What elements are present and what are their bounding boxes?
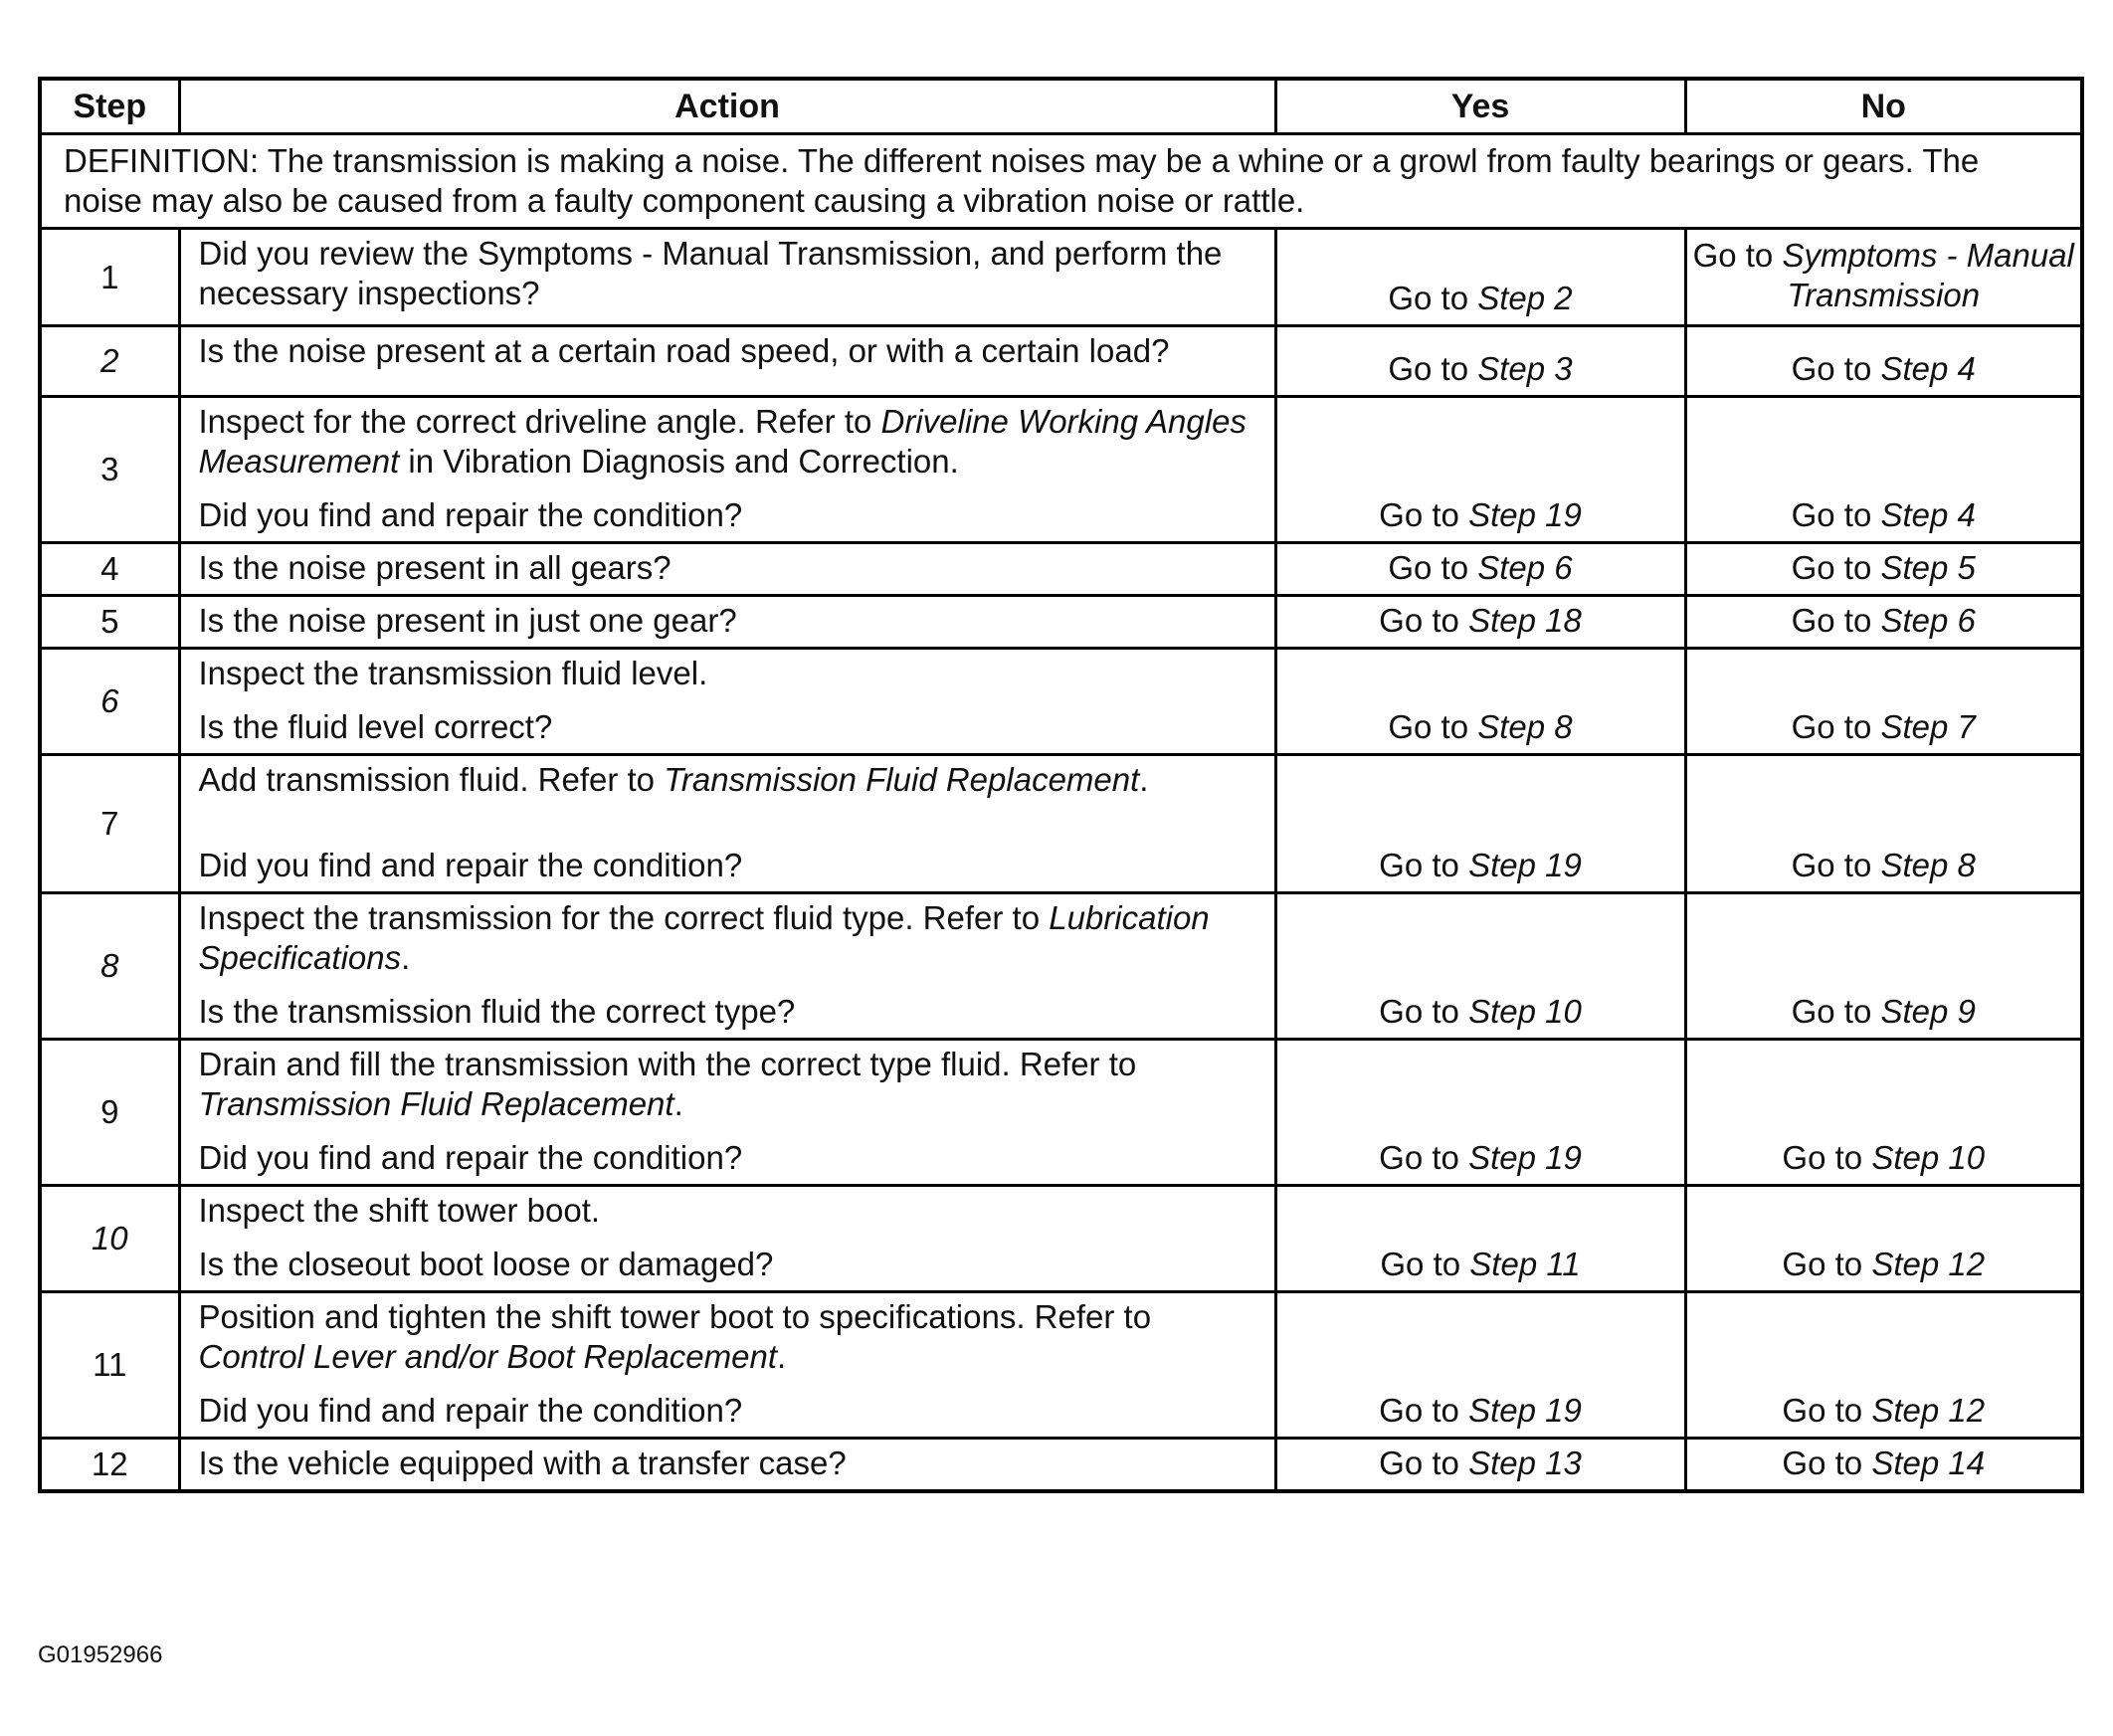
table-row [40, 543, 2082, 596]
action-text-segment: . [401, 939, 411, 976]
yes-target: Step 19 [1468, 1392, 1582, 1429]
figure-id: G01952966 [38, 1641, 163, 1668]
no-result [1685, 397, 2082, 543]
table-row [40, 397, 2082, 543]
yes-prefix: Go to [1379, 1139, 1469, 1176]
yes-result [1275, 1439, 1685, 1492]
action-text-segment: Is the noise present in all gears? [198, 549, 672, 586]
yes-result [1275, 1040, 1685, 1186]
table-row [40, 649, 2082, 755]
no-result [1685, 1186, 2082, 1292]
no-result [1685, 1439, 2082, 1492]
no-prefix: Go to [1791, 602, 1881, 639]
definition-text: DEFINITION: The transmission is making a noise. The different noises may be a whine or a growl from faulty bearings or gears. The noise may also be caused from a faulty component causing a vibration noise or rattle. [40, 134, 2082, 229]
action-text-segment: Is the noise present in just one gear? [198, 602, 737, 639]
step-number: 9 [40, 1040, 179, 1186]
no-target: Step 4 [1880, 350, 1976, 387]
diagnostic-table [38, 77, 2084, 1493]
action-question: Did you find and repair the condition? [198, 496, 743, 533]
action-text [199, 654, 1256, 693]
yes-result [1275, 755, 1685, 893]
header-yes: Yes [1275, 79, 1685, 134]
action-cell [179, 397, 1275, 543]
action-question: Is the fluid level correct? [198, 708, 553, 745]
action-text [199, 1045, 1256, 1124]
header-row [40, 79, 2082, 134]
no-target: Step 12 [1871, 1392, 1986, 1429]
action-question: Did you find and repair the condition? [198, 847, 743, 883]
action-text-segment: Inspect the transmission for the correct fluid type. Refer to [198, 899, 1050, 936]
no-prefix: Go to [1791, 350, 1881, 387]
no-target: Symptoms - Manual Transmission [1782, 237, 2074, 313]
action-text-segment: Inspect for the correct driveline angle. Refer to [198, 403, 881, 440]
step-number: 12 [40, 1439, 179, 1492]
no-result [1685, 649, 2082, 755]
header-no: No [1685, 79, 2082, 134]
no-target: Step 12 [1871, 1246, 1986, 1282]
yes-target: Step 19 [1468, 496, 1582, 533]
action-question: Is the transmission fluid the correct type? [198, 993, 796, 1030]
action-text [199, 1191, 1256, 1231]
no-result [1685, 229, 2082, 326]
no-prefix: Go to [1791, 847, 1881, 883]
no-result [1685, 326, 2082, 397]
step-number: 4 [40, 543, 179, 596]
no-prefix: Go to [1791, 496, 1881, 533]
yes-target: Step 11 [1469, 1246, 1581, 1282]
yes-target: Step 6 [1477, 549, 1573, 586]
table-row [40, 229, 2082, 326]
action-text-segment: in Vibration Diagnosis and Correction. [399, 443, 959, 480]
step-number: 6 [40, 649, 179, 755]
yes-result [1275, 543, 1685, 596]
step-number: 2 [40, 326, 179, 397]
action-text-segment: . [777, 1338, 787, 1375]
yes-prefix: Go to [1388, 549, 1478, 586]
action-cell [179, 543, 1275, 596]
no-target: Step 10 [1871, 1139, 1986, 1176]
step-number: 5 [40, 596, 179, 649]
action-reference: Lubrication Specifications [198, 899, 1210, 976]
table-row [40, 893, 2082, 1040]
header-step: Step [40, 79, 179, 134]
action-question: Did you find and repair the condition? [198, 1139, 743, 1176]
yes-target: Step 19 [1468, 847, 1582, 883]
yes-target: Step 18 [1468, 602, 1582, 639]
yes-prefix: Go to [1379, 847, 1469, 883]
action-text-segment: Is the vehicle equipped with a transfer case? [198, 1445, 847, 1481]
table-row [40, 755, 2082, 893]
action-text-segment: Position and tighten the shift tower boot to specifications. Refer to [198, 1298, 1152, 1335]
action-text [199, 234, 1256, 313]
action-reference: Control Lever and/or Boot Replacement [198, 1338, 777, 1375]
table-row [40, 1292, 2082, 1439]
yes-result [1275, 326, 1685, 397]
yes-prefix: Go to [1379, 602, 1469, 639]
yes-target: Step 2 [1477, 280, 1573, 316]
action-reference: Transmission Fluid Replacement [664, 761, 1140, 798]
no-prefix: Go to [1692, 237, 1783, 274]
action-cell [179, 893, 1275, 1040]
no-result [1685, 893, 2082, 1040]
header-action: Action [179, 79, 1275, 134]
action-text-segment: Add transmission fluid. Refer to [198, 761, 665, 798]
no-target: Step 5 [1880, 549, 1976, 586]
action-text-segment: Inspect the shift tower boot. [198, 1192, 601, 1229]
yes-result [1275, 397, 1685, 543]
step-number: 8 [40, 893, 179, 1040]
no-result [1685, 543, 2082, 596]
no-prefix: Go to [1782, 1246, 1872, 1282]
action-text-segment: Drain and fill the transmission with the correct type fluid. Refer to [198, 1046, 1137, 1082]
yes-prefix: Go to [1379, 496, 1469, 533]
yes-prefix: Go to [1379, 1445, 1469, 1481]
step-number: 11 [40, 1292, 179, 1439]
no-prefix: Go to [1782, 1139, 1872, 1176]
yes-result [1275, 649, 1685, 755]
action-text [199, 548, 1256, 588]
action-text-segment: . [1139, 761, 1149, 798]
yes-result [1275, 1292, 1685, 1439]
yes-result [1275, 893, 1685, 1040]
no-prefix: Go to [1791, 993, 1881, 1030]
no-result [1685, 596, 2082, 649]
action-text-segment: Did you review the Symptoms - Manual Transmission, and perform the necessary inspections? [198, 235, 1223, 311]
yes-target: Step 19 [1468, 1139, 1582, 1176]
action-cell [179, 326, 1275, 397]
action-cell [179, 1186, 1275, 1292]
yes-target: Step 3 [1477, 350, 1573, 387]
action-text [199, 601, 1256, 641]
action-text [199, 402, 1256, 482]
no-result [1685, 755, 2082, 893]
action-cell [179, 755, 1275, 893]
no-target: Step 7 [1880, 708, 1976, 745]
no-prefix: Go to [1782, 1392, 1872, 1429]
step-number: 3 [40, 397, 179, 543]
yes-result [1275, 596, 1685, 649]
table-row [40, 1040, 2082, 1186]
no-target: Step 6 [1880, 602, 1976, 639]
yes-result [1275, 229, 1685, 326]
table-row [40, 1186, 2082, 1292]
action-text [199, 898, 1256, 978]
yes-prefix: Go to [1379, 1392, 1469, 1429]
step-number: 10 [40, 1186, 179, 1292]
action-cell [179, 596, 1275, 649]
action-reference: Driveline Working Angles Measurement [198, 403, 1247, 480]
yes-prefix: Go to [1388, 708, 1478, 745]
no-target: Step 14 [1871, 1445, 1986, 1481]
yes-target: Step 8 [1477, 708, 1573, 745]
table-row [40, 596, 2082, 649]
no-target: Step 4 [1880, 496, 1976, 533]
action-question: Is the closeout boot loose or damaged? [198, 1246, 774, 1282]
yes-prefix: Go to [1380, 1246, 1470, 1282]
action-text-segment: Inspect the transmission fluid level. [198, 655, 708, 691]
action-reference: Transmission Fluid Replacement [198, 1085, 674, 1122]
definition-row [40, 134, 2082, 229]
action-text [199, 1297, 1256, 1377]
yes-prefix: Go to [1388, 350, 1478, 387]
action-cell [179, 1292, 1275, 1439]
action-text-segment: . [673, 1085, 683, 1122]
action-cell [179, 1040, 1275, 1186]
no-prefix: Go to [1791, 708, 1881, 745]
action-cell [179, 649, 1275, 755]
action-text-segment: Is the noise present at a certain road speed, or with a certain load? [198, 332, 1170, 369]
table-row [40, 1439, 2082, 1492]
step-number: 7 [40, 755, 179, 893]
action-text [199, 1444, 1256, 1483]
step-number: 1 [40, 229, 179, 326]
action-text [199, 331, 1256, 371]
action-cell [179, 1439, 1275, 1492]
no-target: Step 8 [1880, 847, 1976, 883]
no-prefix: Go to [1791, 549, 1881, 586]
yes-target: Step 13 [1468, 1445, 1582, 1481]
action-text [199, 760, 1256, 800]
yes-result [1275, 1186, 1685, 1292]
action-question: Did you find and repair the condition? [198, 1392, 743, 1429]
yes-prefix: Go to [1379, 993, 1469, 1030]
no-prefix: Go to [1782, 1445, 1872, 1481]
no-result [1685, 1292, 2082, 1439]
no-result [1685, 1040, 2082, 1186]
action-cell [179, 229, 1275, 326]
no-target: Step 9 [1880, 993, 1976, 1030]
yes-prefix: Go to [1388, 280, 1478, 316]
yes-target: Step 10 [1468, 993, 1582, 1030]
table-row [40, 326, 2082, 397]
